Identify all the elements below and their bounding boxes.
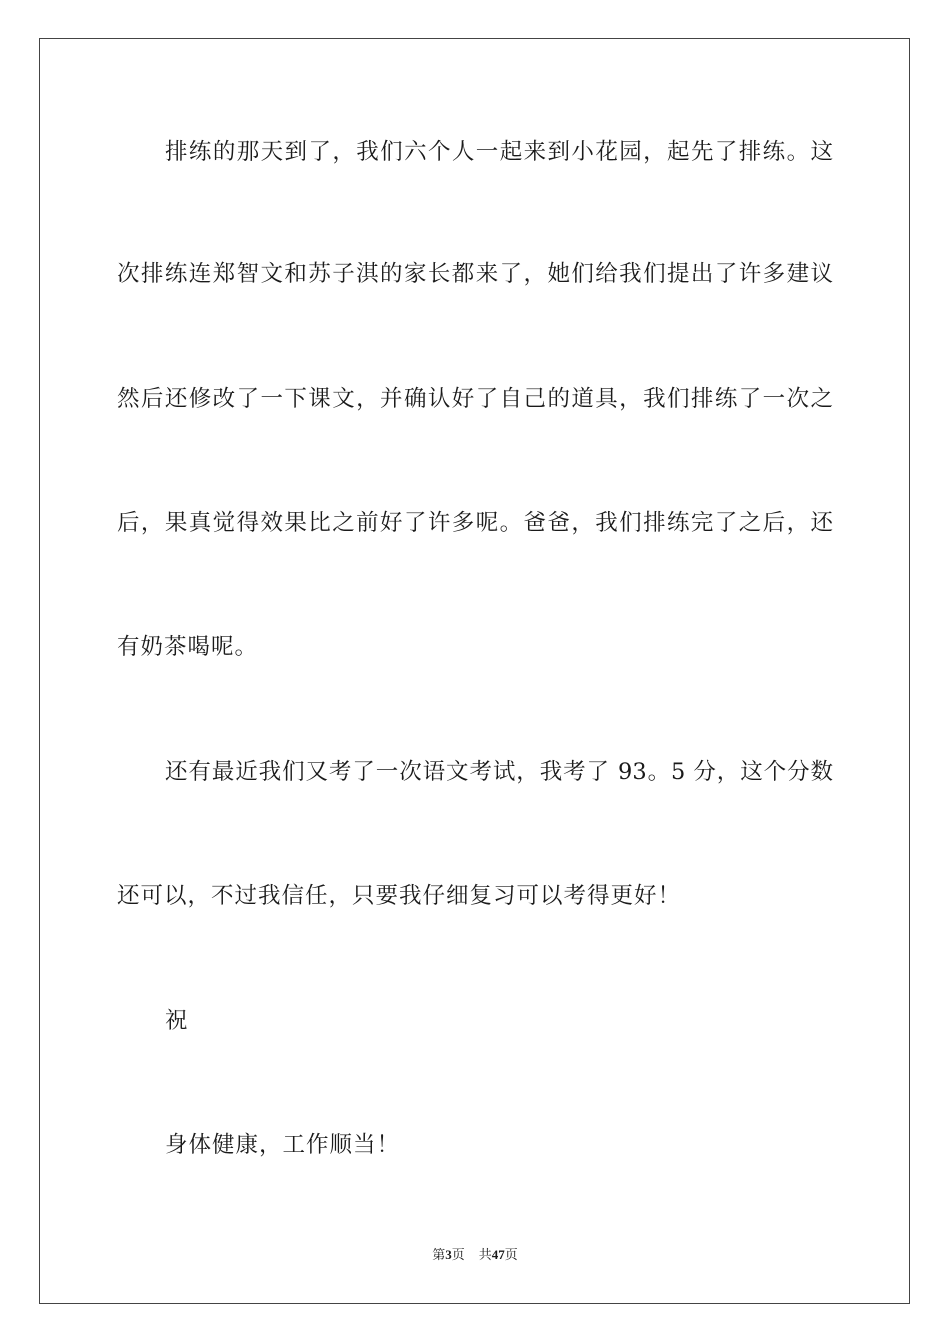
page-footer [0, 1246, 950, 1264]
closing-salutation: 祝 [165, 1008, 189, 1034]
total-prefix: 共 [478, 1247, 492, 1262]
total-pages: 47 [491, 1247, 505, 1262]
paragraph-line-2: 次排练连郑智文和苏子淇的家长都来了，她们给我们提出了许多建议 [117, 261, 833, 287]
paragraph-line-7: 还可以，不过我信任，只要我仔细复习可以考得更好！ [117, 883, 682, 909]
paragraph-line-4: 后，果真觉得效果比之前好了许多呢。爸爸，我们排练完了之后，还 [117, 510, 833, 536]
total-suffix: 页 [504, 1247, 518, 1262]
closing-wish: 身体健康，工作顺当！ [165, 1132, 401, 1158]
paragraph-line-3: 然后还修改了一下课文，并确认好了自己的道具，我们排练了一次之 [117, 386, 833, 412]
page-prefix: 第 [432, 1247, 446, 1262]
page-border [39, 38, 910, 1304]
page-suffix: 页 [451, 1247, 465, 1262]
paragraph-line-1: 排练的那天到了，我们六个人一起来到小花园，起先了排练。这 [165, 139, 833, 165]
paragraph-line-6: 还有最近我们又考了一次语文考试，我考了 93。5 分，这个分数 [165, 759, 833, 785]
page-current: 3 [445, 1247, 452, 1262]
paragraph-line-5: 有奶茶喝呢。 [117, 634, 259, 660]
